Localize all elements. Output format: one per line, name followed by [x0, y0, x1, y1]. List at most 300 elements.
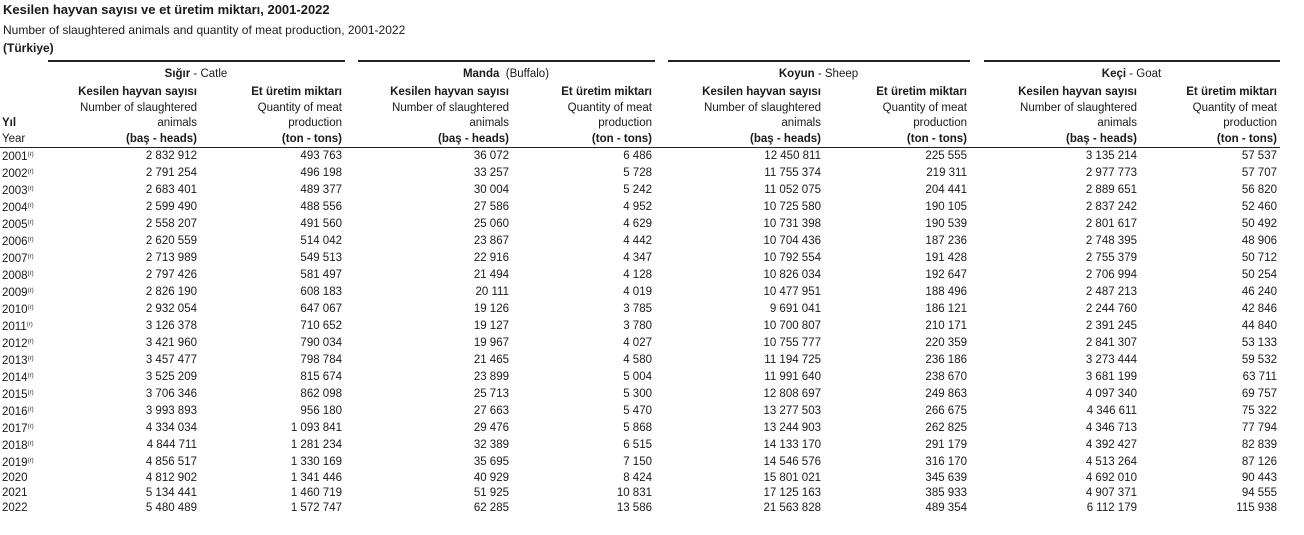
count-cell: 12 808 697	[763, 388, 821, 400]
count-cell: 32 389	[473, 439, 509, 451]
revised-mark: (r)	[26, 322, 33, 328]
meat-cell: 4 027	[623, 337, 652, 349]
count-cell: 13 244 903	[763, 422, 821, 434]
column-header-line	[0, 132, 1280, 148]
table-row	[0, 284, 1280, 301]
meat-cell: 489 377	[300, 184, 342, 196]
meat-cell: 13 586	[616, 502, 652, 514]
count-cell: 15 801 021	[763, 472, 821, 484]
unit-en: heads	[471, 132, 506, 145]
count-cell: 2 487 213	[1085, 286, 1137, 298]
count-cell: 2 391 245	[1085, 320, 1137, 332]
count-cell: 2 244 760	[1085, 303, 1137, 315]
count-cell: 21 494	[473, 269, 509, 281]
spacer	[655, 318, 668, 335]
table-row	[0, 454, 1280, 471]
year-cell: 2017$^{(r)}$	[2, 423, 34, 435]
revised-mark: (r)	[27, 186, 34, 192]
year-cell: 2015$^{(r)}$	[2, 389, 34, 401]
table-row	[0, 486, 1280, 501]
count-cell: 4 334 034	[145, 422, 197, 434]
count-column-header: (baş - heads)	[48, 132, 200, 148]
unit-en: heads	[1099, 132, 1134, 145]
unit-tr: baş	[441, 132, 462, 145]
count-cell: 3 706 346	[145, 388, 197, 400]
meat-column-header: (ton - tons)	[824, 132, 970, 148]
spacer	[655, 369, 668, 386]
meat-cell: 790 034	[300, 337, 342, 349]
unit-en: tons	[1248, 132, 1274, 145]
meat-cell: 75 322	[1241, 405, 1277, 417]
spacer	[655, 420, 668, 437]
spacer	[345, 165, 358, 182]
revised-mark: (r)	[27, 254, 34, 260]
count-cell: 3 126 378	[145, 320, 197, 332]
count-cell: 14 546 576	[763, 456, 821, 468]
spacer	[970, 101, 984, 117]
count-cell: 4 856 517	[145, 456, 197, 468]
count-cell: 10 700 807	[763, 320, 821, 332]
meat-cell: 8 424	[623, 472, 652, 484]
revised-mark: (r)	[27, 424, 34, 430]
meat-column-header: production	[288, 117, 342, 129]
meat-cell: 59 532	[1241, 354, 1277, 366]
meat-cell: 608 183	[300, 286, 342, 298]
count-column-header: Number of slaughtered	[704, 101, 821, 114]
spacer	[655, 501, 668, 516]
spacer	[655, 454, 668, 471]
meat-cell: 4 347	[623, 252, 652, 264]
spacer	[970, 199, 984, 216]
spacer	[345, 420, 358, 437]
meat-cell: 1 330 169	[290, 456, 342, 468]
count-cell: 36 072	[473, 150, 509, 162]
year-cell: 2008$^{(r)}$	[2, 270, 34, 282]
count-cell: 11 991 640	[764, 371, 821, 383]
meat-cell: 266 675	[925, 405, 967, 417]
count-column-header: Kesilen hayvan sayısı	[702, 86, 821, 98]
meat-column-header: Et üretim miktarı	[876, 86, 967, 98]
spacer	[345, 116, 358, 132]
count-cell: 29 476	[473, 422, 509, 434]
meat-column-header: Et üretim miktarı	[1186, 86, 1277, 98]
count-cell: 2 748 395	[1085, 235, 1137, 247]
meat-cell: 53 133	[1241, 337, 1277, 349]
spacer	[970, 352, 984, 369]
count-cell: 4 346 713	[1085, 422, 1137, 434]
meat-column-header: (ton - tons)	[200, 132, 345, 148]
spacer	[655, 352, 668, 369]
count-cell: 30 004	[473, 184, 509, 196]
count-cell: 20 111	[475, 286, 509, 298]
spacer	[970, 148, 984, 166]
count-column-header: Number of slaughtered	[80, 101, 197, 114]
year-cell: 2022	[2, 502, 28, 514]
meat-cell: 7 150	[623, 456, 652, 468]
table-row	[0, 318, 1280, 335]
meat-cell: 385 933	[925, 487, 967, 499]
unit-tr: baş	[753, 132, 774, 145]
count-cell: 3 135 214	[1085, 150, 1137, 162]
year-cell: 2006$^{(r)}$	[2, 236, 34, 248]
year-cell: 2001$^{(r)}$	[2, 151, 34, 163]
meat-cell: 82 839	[1241, 439, 1277, 451]
spacer	[655, 116, 668, 132]
meat-cell: 710 652	[300, 320, 342, 332]
meat-cell: 1 281 234	[290, 439, 342, 451]
year-cell: 2011$^{(r)}$	[2, 321, 33, 333]
animal-group-header-row	[0, 61, 1280, 85]
year-cell: 2013$^{(r)}$	[2, 355, 34, 367]
count-cell: 3 525 209	[145, 371, 197, 383]
count-cell: 2 826 190	[145, 286, 197, 298]
meat-column-header: Quantity of meat	[567, 101, 652, 114]
unit-tr: ton	[1220, 132, 1239, 145]
table-row	[0, 165, 1280, 182]
meat-cell: 77 794	[1241, 422, 1277, 434]
revised-mark: (r)	[27, 441, 34, 447]
count-cell: 10 826 034	[763, 269, 821, 281]
meat-cell: 496 198	[300, 167, 342, 179]
count-cell: 22 916	[473, 252, 509, 264]
count-cell: 4 812 902	[145, 472, 197, 484]
count-cell: 21 563 828	[763, 502, 821, 514]
spacer	[655, 233, 668, 250]
revised-mark: (r)	[27, 169, 34, 175]
count-cell: 2 977 773	[1085, 167, 1137, 179]
count-cell: 13 277 503	[763, 405, 821, 417]
year-cell: 2018$^{(r)}$	[2, 440, 34, 452]
count-cell: 2 791 254	[145, 167, 197, 179]
count-cell: 4 844 711	[146, 439, 197, 451]
spacer	[970, 471, 984, 486]
meat-cell: 52 460	[1241, 201, 1277, 213]
meat-cell: 3 780	[623, 320, 652, 332]
table-row	[0, 369, 1280, 386]
spacer	[655, 486, 668, 501]
count-cell: 2 558 207	[145, 218, 197, 230]
table-row	[0, 471, 1280, 486]
revised-mark: (r)	[27, 203, 34, 209]
revised-mark: (r)	[27, 288, 34, 294]
meat-cell: 956 180	[300, 405, 342, 417]
meat-cell: 236 186	[925, 354, 967, 366]
count-column-header: (baş - heads)	[984, 132, 1140, 148]
table-row	[0, 216, 1280, 233]
spacer	[970, 116, 984, 132]
meat-cell: 238 670	[925, 371, 967, 383]
count-cell: 10 731 398	[763, 218, 821, 230]
unit-tr: ton	[595, 132, 614, 145]
count-cell: 3 993 893	[145, 405, 197, 417]
year-cell: 2007$^{(r)}$	[2, 253, 34, 265]
count-cell: 2 683 401	[145, 184, 197, 196]
table-subtitle: Number of slaughtered animals and quantity of meat production, 2001-2022	[3, 23, 406, 37]
meat-cell: 647 067	[300, 303, 342, 315]
meat-cell: 50 254	[1241, 269, 1277, 281]
meat-cell: 5 728	[623, 167, 652, 179]
meat-column-header: Et üretim miktarı	[561, 86, 652, 98]
count-cell: 19 127	[473, 320, 509, 332]
spacer	[655, 101, 668, 117]
count-cell: 4 392 427	[1085, 439, 1137, 451]
count-cell: 62 285	[473, 502, 509, 514]
count-cell: 3 273 444	[1085, 354, 1137, 366]
year-cell: 2020	[2, 472, 28, 484]
spacer	[345, 403, 358, 420]
unit-en: tons	[623, 132, 649, 145]
count-cell: 17 125 163	[763, 487, 821, 499]
meat-cell: 5 868	[623, 422, 652, 434]
spacer	[970, 369, 984, 386]
count-cell: 3 457 477	[145, 354, 197, 366]
count-cell: 11 194 725	[764, 354, 821, 366]
unit-en: heads	[783, 132, 818, 145]
count-cell: 27 663	[473, 405, 509, 417]
count-column-header: animals	[469, 117, 509, 129]
count-cell: 2 841 307	[1085, 337, 1137, 349]
column-header-line	[0, 101, 1280, 117]
spacer	[655, 182, 668, 199]
spacer	[655, 148, 668, 166]
spacer	[655, 199, 668, 216]
spacer	[970, 233, 984, 250]
meat-cell: 56 820	[1241, 184, 1277, 196]
meat-cell: 219 311	[926, 167, 967, 179]
meat-cell: 220 359	[925, 337, 967, 349]
group-header-goat: Keçi - Goat	[984, 61, 1280, 85]
spacer	[345, 369, 358, 386]
spacer	[345, 301, 358, 318]
meat-cell: 514 042	[300, 235, 342, 247]
spacer	[655, 165, 668, 182]
count-cell: 10 755 777	[763, 337, 821, 349]
spacer	[345, 216, 358, 233]
meat-cell: 190 539	[925, 218, 967, 230]
table-row	[0, 301, 1280, 318]
table-row	[0, 437, 1280, 454]
group-header-buffalo: Manda (Buffalo)	[358, 61, 655, 85]
meat-cell: 44 840	[1241, 320, 1277, 332]
meat-cell: 10 831	[616, 487, 652, 499]
meat-cell: 1 460 719	[290, 487, 342, 499]
year-header	[0, 85, 48, 101]
meat-cell: 42 846	[1241, 303, 1277, 315]
count-column-header: Kesilen hayvan sayısı	[390, 86, 509, 98]
meat-cell: 1 572 747	[290, 502, 342, 514]
meat-column-header: Et üretim miktarı	[251, 86, 342, 98]
spacer	[970, 437, 984, 454]
table-title: Kesilen hayvan sayısı ve et üretim miktarı, 2001-2022	[3, 2, 330, 17]
meat-production-table	[0, 60, 1280, 516]
spacer	[345, 437, 358, 454]
table-row	[0, 250, 1280, 267]
meat-cell: 186 121	[925, 303, 967, 315]
meat-cell: 581 497	[300, 269, 342, 281]
spacer	[970, 301, 984, 318]
meat-cell: 69 757	[1241, 388, 1277, 400]
meat-cell: 262 825	[925, 422, 967, 434]
meat-column-header: production	[1223, 117, 1277, 129]
count-cell: 3 681 199	[1085, 371, 1137, 383]
meat-cell: 815 674	[300, 371, 342, 383]
count-cell: 4 692 010	[1085, 472, 1137, 484]
meat-cell: 63 711	[1242, 371, 1277, 383]
table-row	[0, 386, 1280, 403]
spacer	[970, 420, 984, 437]
unit-tr: baş	[1069, 132, 1090, 145]
count-cell: 11 052 075	[764, 184, 821, 196]
table-row	[0, 148, 1280, 166]
meat-column-header: (ton - tons)	[512, 132, 655, 148]
count-cell: 3 421 960	[145, 337, 197, 349]
count-cell: 51 925	[473, 487, 509, 499]
spacer	[345, 233, 358, 250]
meat-cell: 4 442	[623, 235, 652, 247]
spacer	[970, 318, 984, 335]
spacer	[345, 471, 358, 486]
meat-cell: 5 300	[623, 388, 652, 400]
meat-cell: 4 019	[623, 286, 652, 298]
meat-cell: 489 354	[925, 502, 967, 514]
spacer	[655, 85, 668, 101]
meat-cell: 5 470	[623, 405, 652, 417]
meat-cell: 5 004	[623, 371, 652, 383]
count-column-header: Number of slaughtered	[1020, 101, 1137, 114]
count-cell: 21 465	[473, 354, 509, 366]
year-cell: 2012$^{(r)}$	[2, 338, 34, 350]
count-cell: 5 134 441	[145, 487, 197, 499]
count-cell: 2 832 912	[145, 150, 197, 162]
year-header	[0, 101, 48, 117]
meat-cell: 46 240	[1241, 286, 1277, 298]
count-cell: 23 867	[473, 235, 509, 247]
count-cell: 4 513 264	[1085, 456, 1137, 468]
meat-cell: 5 242	[623, 184, 652, 196]
meat-cell: 4 128	[623, 269, 652, 281]
meat-column-header: (ton - tons)	[1140, 132, 1280, 148]
spacer	[655, 471, 668, 486]
table-body	[0, 148, 1280, 517]
column-header-line	[0, 116, 1280, 132]
spacer	[655, 267, 668, 284]
meat-cell: 210 171	[925, 320, 967, 332]
table-row	[0, 267, 1280, 284]
meat-cell: 862 098	[300, 388, 342, 400]
spacer	[345, 250, 358, 267]
unit-tr: ton	[910, 132, 929, 145]
revised-mark: (r)	[27, 220, 34, 226]
spacer	[345, 284, 358, 301]
meat-cell: 345 639	[925, 472, 967, 484]
count-cell: 27 586	[473, 201, 509, 213]
meat-cell: 549 513	[300, 252, 342, 264]
table-row	[0, 233, 1280, 250]
count-cell: 2 801 617	[1085, 218, 1137, 230]
unit-tr: ton	[285, 132, 304, 145]
count-cell: 4 907 371	[1085, 487, 1137, 499]
count-cell: 23 899	[473, 371, 509, 383]
year-cell: 2016$^{(r)}$	[2, 406, 34, 418]
count-cell: 10 704 436	[763, 235, 821, 247]
year-cell: 2010$^{(r)}$	[2, 304, 34, 316]
meat-column-header: Quantity of meat	[257, 101, 342, 114]
spacer	[655, 403, 668, 420]
spacer	[655, 132, 668, 148]
revised-mark: (r)	[27, 305, 34, 311]
spacer	[655, 386, 668, 403]
count-cell: 25 060	[473, 218, 509, 230]
table-row	[0, 352, 1280, 369]
count-cell: 10 725 580	[763, 201, 821, 213]
meat-cell: 316 170	[925, 456, 967, 468]
spacer	[345, 85, 358, 101]
meat-cell: 50 492	[1241, 218, 1277, 230]
revised-mark: (r)	[27, 152, 34, 158]
table-row	[0, 335, 1280, 352]
meat-cell: 115 938	[1236, 502, 1277, 514]
meat-cell: 187 236	[925, 235, 967, 247]
meat-cell: 249 863	[925, 388, 967, 400]
count-column-header: (baş - heads)	[668, 132, 824, 148]
count-cell: 25 713	[473, 388, 509, 400]
count-cell: 2 620 559	[145, 235, 197, 247]
revised-mark: (r)	[27, 458, 34, 464]
table-row	[0, 420, 1280, 437]
count-cell: 2 889 651	[1085, 184, 1137, 196]
spacer	[345, 335, 358, 352]
spacer	[970, 335, 984, 352]
spacer	[970, 501, 984, 516]
meat-cell: 4 952	[623, 201, 652, 213]
year-cell: 2019$^{(r)}$	[2, 457, 34, 469]
spacer	[345, 148, 358, 166]
spacer	[345, 486, 358, 501]
revised-mark: (r)	[27, 356, 34, 362]
spacer	[970, 182, 984, 199]
year-cell: 2004$^{(r)}$	[2, 202, 34, 214]
meat-column-header: production	[598, 117, 652, 129]
year-cell: 2002$^{(r)}$	[2, 168, 34, 180]
count-column-header: animals	[1097, 117, 1137, 129]
count-cell: 2 599 490	[145, 201, 197, 213]
table-row	[0, 199, 1280, 216]
meat-cell: 87 126	[1241, 456, 1277, 468]
revised-mark: (r)	[27, 407, 34, 413]
count-cell: 5 480 489	[145, 502, 197, 514]
meat-cell: 188 496	[925, 286, 967, 298]
revised-mark: (r)	[27, 271, 34, 277]
spacer	[345, 267, 358, 284]
count-cell: 2 713 989	[145, 252, 197, 264]
meat-column-header: Quantity of meat	[1192, 101, 1277, 114]
year-cell: 2021	[2, 487, 28, 499]
year-header: Yıl	[2, 117, 17, 129]
count-cell: 2 755 379	[1085, 252, 1137, 264]
region-label: (Türkiye)	[3, 41, 54, 55]
count-column-header: (baş - heads)	[358, 132, 512, 148]
meat-cell: 4 629	[623, 218, 652, 230]
group-header-cattle: Sığır - Catle	[48, 61, 345, 85]
spacer	[970, 267, 984, 284]
spacer	[970, 85, 984, 101]
spacer	[970, 486, 984, 501]
count-column-header: Number of slaughtered	[392, 101, 509, 114]
revised-mark: (r)	[27, 390, 34, 396]
spacer	[345, 318, 358, 335]
spacer	[970, 386, 984, 403]
meat-cell: 204 441	[925, 184, 967, 196]
